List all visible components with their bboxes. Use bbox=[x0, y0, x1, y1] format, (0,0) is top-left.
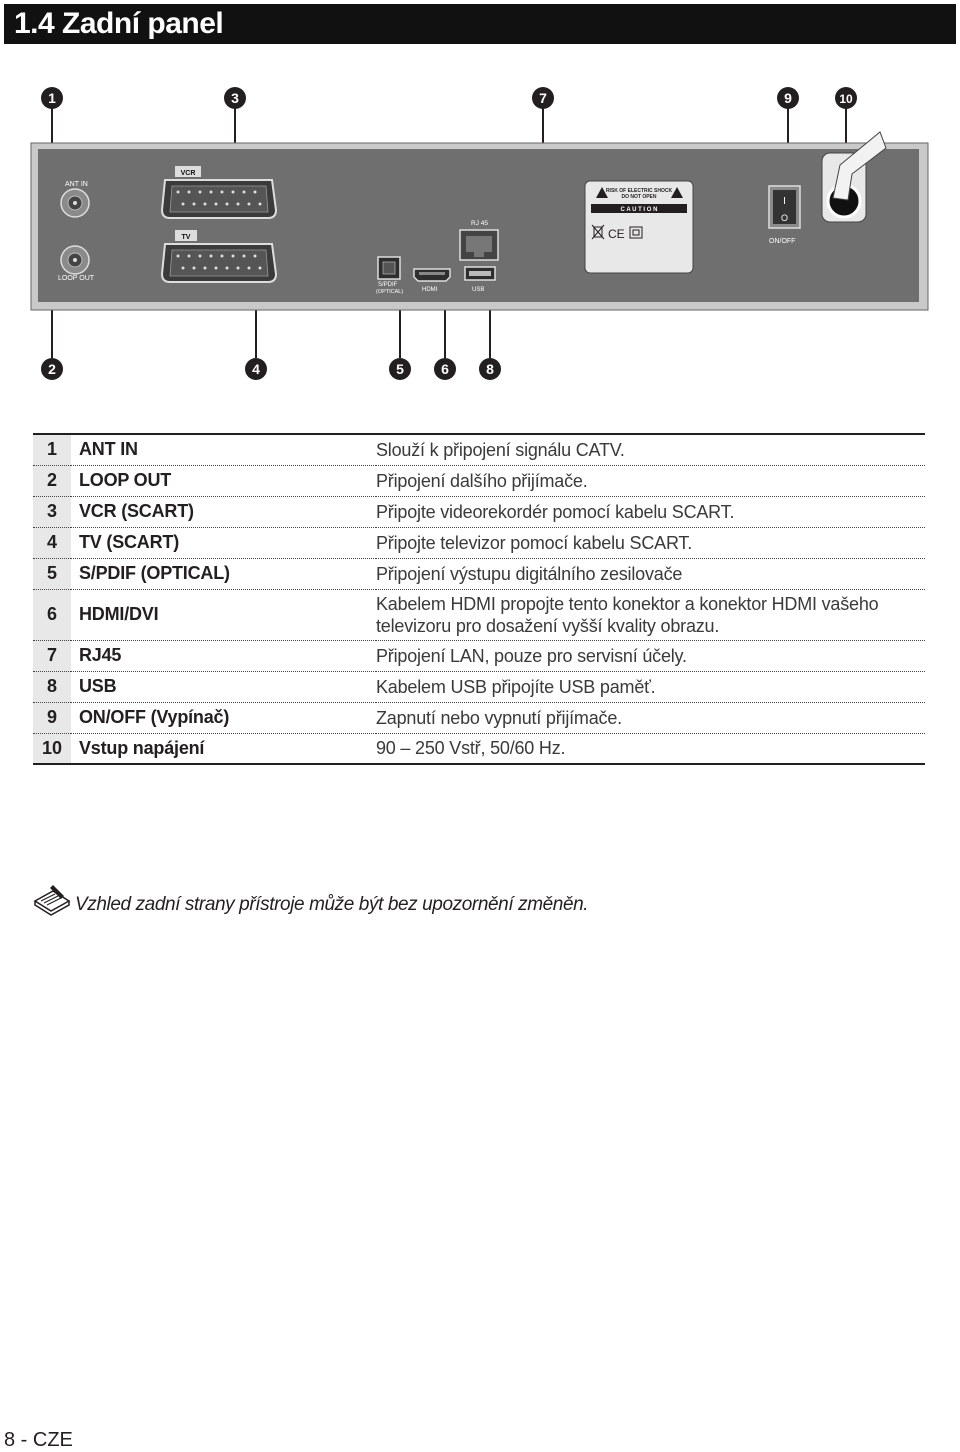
connector-name: S/PDIF (OPTICAL) bbox=[71, 558, 376, 589]
connector-description: Připojení výstupu digitálního zesilovače bbox=[376, 558, 925, 589]
ant-in-label: ANT IN bbox=[65, 181, 88, 188]
warning-text-2: DO NOT OPEN bbox=[621, 194, 657, 200]
connector-name: TV (SCART) bbox=[71, 527, 376, 558]
weee-bin-icon bbox=[592, 225, 604, 239]
row-number: 9 bbox=[33, 702, 71, 733]
connector-description: Připojení LAN, pouze pro servisní účely. bbox=[376, 640, 925, 671]
callout-5-label: 5 bbox=[396, 361, 404, 377]
callout-6 bbox=[434, 358, 456, 380]
connector-description: Připojení dalšího přijímače. bbox=[376, 465, 925, 496]
switch-on-symbol: I bbox=[783, 196, 786, 207]
table-row bbox=[33, 527, 925, 558]
connector-name: LOOP OUT bbox=[71, 465, 376, 496]
callout-10-label: 10 bbox=[839, 92, 853, 106]
callout-10 bbox=[835, 87, 857, 109]
row-number: 7 bbox=[33, 640, 71, 671]
switch-off-symbol: O bbox=[780, 213, 789, 223]
callout-4-label: 4 bbox=[252, 361, 260, 377]
spdif-label: S/PDIF bbox=[378, 282, 398, 288]
rear-panel-diagram bbox=[0, 70, 960, 400]
ant-in-connector bbox=[61, 181, 89, 217]
callout-5 bbox=[389, 358, 411, 380]
callout-4 bbox=[245, 358, 267, 380]
connector-description: Zapnutí nebo vypnutí přijímače. bbox=[376, 702, 925, 733]
note bbox=[33, 883, 733, 923]
row-number: 5 bbox=[33, 558, 71, 589]
row-number: 2 bbox=[33, 465, 71, 496]
callout-1 bbox=[41, 87, 63, 109]
connector-description: Slouží k připojení signálu CATV. bbox=[376, 434, 925, 465]
connector-description: Kabelem USB připojíte USB paměť. bbox=[376, 671, 925, 702]
usb-label: USB bbox=[472, 287, 485, 293]
row-number: 4 bbox=[33, 527, 71, 558]
callout-1-label: 1 bbox=[48, 90, 56, 106]
connector-description: 90 – 250 Vstř, 50/60 Hz. bbox=[376, 733, 925, 764]
connector-name: VCR (SCART) bbox=[71, 496, 376, 527]
connector-description: Připojte videorekordér pomocí kabelu SCART. bbox=[376, 496, 925, 527]
callout-3 bbox=[224, 87, 246, 109]
row-number: 8 bbox=[33, 671, 71, 702]
callout-7 bbox=[532, 87, 554, 109]
rj45-label: RJ 45 bbox=[471, 220, 488, 227]
connector-name: ANT IN bbox=[71, 434, 376, 465]
connector-name: USB bbox=[71, 671, 376, 702]
table-row bbox=[33, 465, 925, 496]
table-row bbox=[33, 589, 925, 640]
callout-2-label: 2 bbox=[48, 361, 56, 377]
table-row bbox=[33, 702, 925, 733]
ce-mark: CE bbox=[608, 227, 625, 241]
callout-9 bbox=[777, 87, 799, 109]
callout-2 bbox=[41, 358, 63, 380]
callout-9-label: 9 bbox=[784, 90, 792, 106]
connector-description: Připojte televizor pomocí kabelu SCART. bbox=[376, 527, 925, 558]
warning-text-1: RISK OF ELECTRIC SHOCK bbox=[605, 188, 673, 194]
hdmi-label: HDMI bbox=[422, 287, 438, 293]
caution-text: C A U T I O N bbox=[620, 207, 658, 213]
callout-3-label: 3 bbox=[231, 90, 239, 106]
page-title: 1.4 Zadní panel bbox=[14, 7, 224, 40]
connector-name: RJ45 bbox=[71, 640, 376, 671]
table-row bbox=[33, 496, 925, 527]
table-row bbox=[33, 434, 925, 465]
table-row bbox=[33, 558, 925, 589]
table-row bbox=[33, 640, 925, 671]
callout-8-label: 8 bbox=[486, 361, 494, 377]
spdif-connector bbox=[376, 257, 403, 295]
connector-name: Vstup napájení bbox=[71, 733, 376, 764]
table-row bbox=[33, 733, 925, 764]
table-row bbox=[33, 671, 925, 702]
note-pen-icon bbox=[33, 883, 71, 917]
loop-out-label: LOOP OUT bbox=[58, 275, 95, 282]
description-line-2: televizoru pro dosažení vyšší kvality obrazu. bbox=[376, 615, 720, 636]
warning-label bbox=[585, 181, 693, 273]
row-number: 3 bbox=[33, 496, 71, 527]
note-text: Vzhled zadní strany přístroje může být bez upozornění změněn. bbox=[75, 894, 589, 915]
connector-name: HDMI/DVI bbox=[71, 589, 376, 640]
section-header bbox=[4, 4, 956, 44]
row-number: 6 bbox=[33, 589, 71, 640]
connector-name: ON/OFF (Vypínač) bbox=[71, 702, 376, 733]
connector-description bbox=[376, 589, 925, 640]
page-number: 8 - CZE bbox=[4, 1429, 73, 1451]
tv-label: TV bbox=[181, 234, 191, 241]
description-line-1: Kabelem HDMI propojte tento konektor a konektor HDMI vašeho bbox=[376, 593, 879, 614]
vcr-label: VCR bbox=[180, 170, 196, 177]
row-number: 10 bbox=[33, 733, 71, 764]
optical-label: (OPTICAL) bbox=[376, 289, 404, 295]
callout-6-label: 6 bbox=[441, 361, 449, 377]
callout-7-label: 7 bbox=[539, 90, 547, 106]
on-off-label: ON/OFF bbox=[769, 238, 796, 245]
row-number: 1 bbox=[33, 434, 71, 465]
callout-8 bbox=[479, 358, 501, 380]
connector-table bbox=[33, 433, 925, 765]
